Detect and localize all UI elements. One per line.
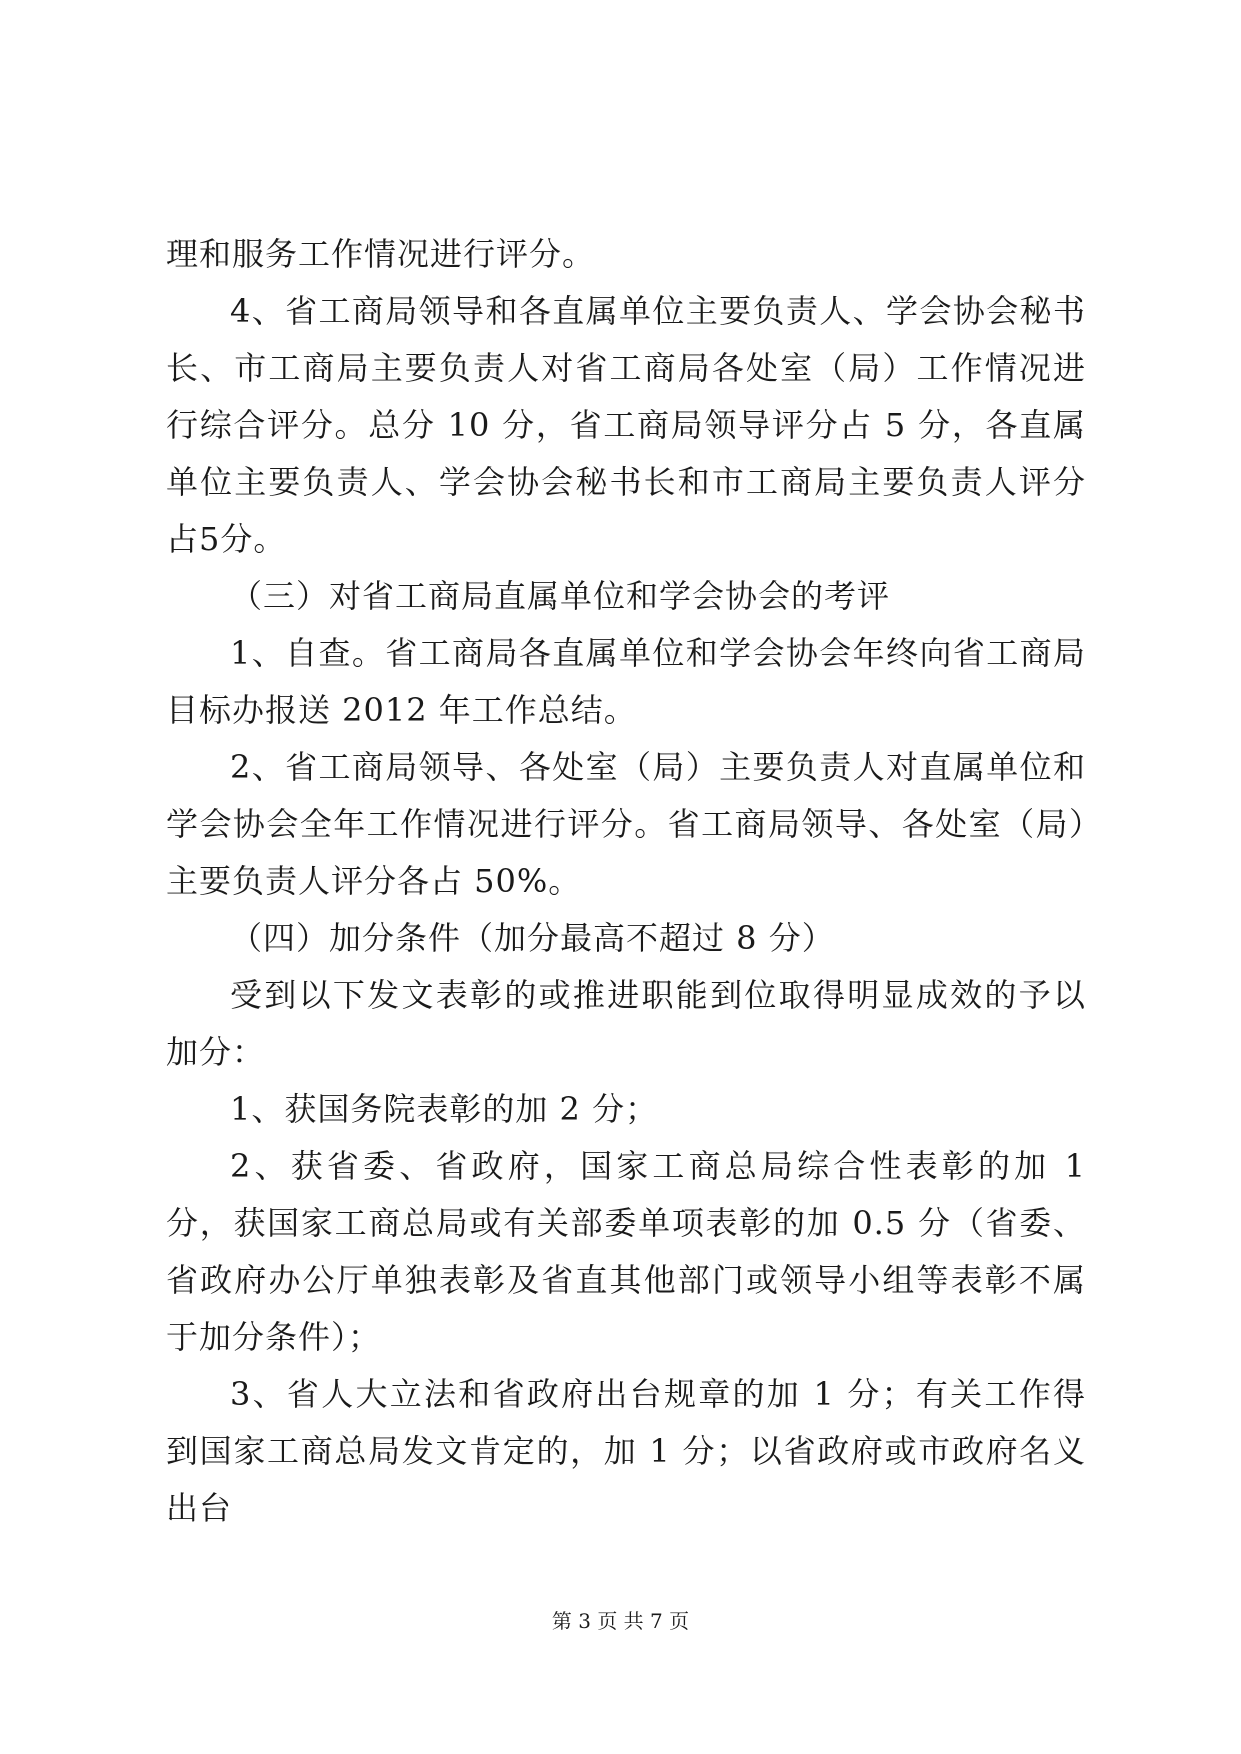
document-body bbox=[166, 226, 1086, 1537]
paragraph-self-check: 1、自查。省工商局各直属单位和学会协会年终向省工商局目标办报送 2012 年工作总结。 bbox=[166, 634, 1086, 729]
paragraph-scoring: 2、省工商局领导、各处室（局）主要负责人对直属单位和学会协会全年工作情况进行评分。省工商局领导、各处室（局）主要负责人评分各占 50%。 bbox=[166, 748, 1086, 900]
paragraph-item-4: 4、省工商局领导和各直属单位主要负责人、学会协会秘书长、市工商局主要负责人对省工商局各处室（局）工作情况进行综合评分。总分 10 分，省工商局领导评分占 5 分，各直属单位主要负责人、学会协会秘书长和市工商局主要负责人评分占5分。 bbox=[166, 292, 1086, 558]
paragraph-bonus-intro: 受到以下发文表彰的或推进职能到位取得明显成效的予以加分： bbox=[166, 976, 1086, 1071]
paragraph-bonus-2: 2、获省委、省政府，国家工商总局综合性表彰的加 1 分，获国家工商总局或有关部委单项表彰的加 0.5 分（省委、省政府办公厅单独表彰及省直其他部门或领导小组等表彰不属于加分条件）； bbox=[166, 1147, 1086, 1356]
page-footer bbox=[0, 1606, 1241, 1636]
paragraph-bonus-1: 1、获国务院表彰的加 2 分； bbox=[230, 1090, 659, 1128]
page-number-label: 第 3 页 共 7 页 bbox=[551, 1609, 690, 1633]
paragraph-bonus-3: 3、省人大立法和省政府出台规章的加 1 分；有关工作得到国家工商总局发文肯定的，加 1 分；以省政府或市政府名义出台 bbox=[166, 1375, 1086, 1527]
section-heading-3: （三）对省工商局直属单位和学会协会的考评 bbox=[230, 577, 891, 615]
paragraph-continuation: 理和服务工作情况进行评分。 bbox=[166, 235, 596, 273]
section-heading-4: （四）加分条件（加分最高不超过 8 分） bbox=[230, 919, 835, 957]
